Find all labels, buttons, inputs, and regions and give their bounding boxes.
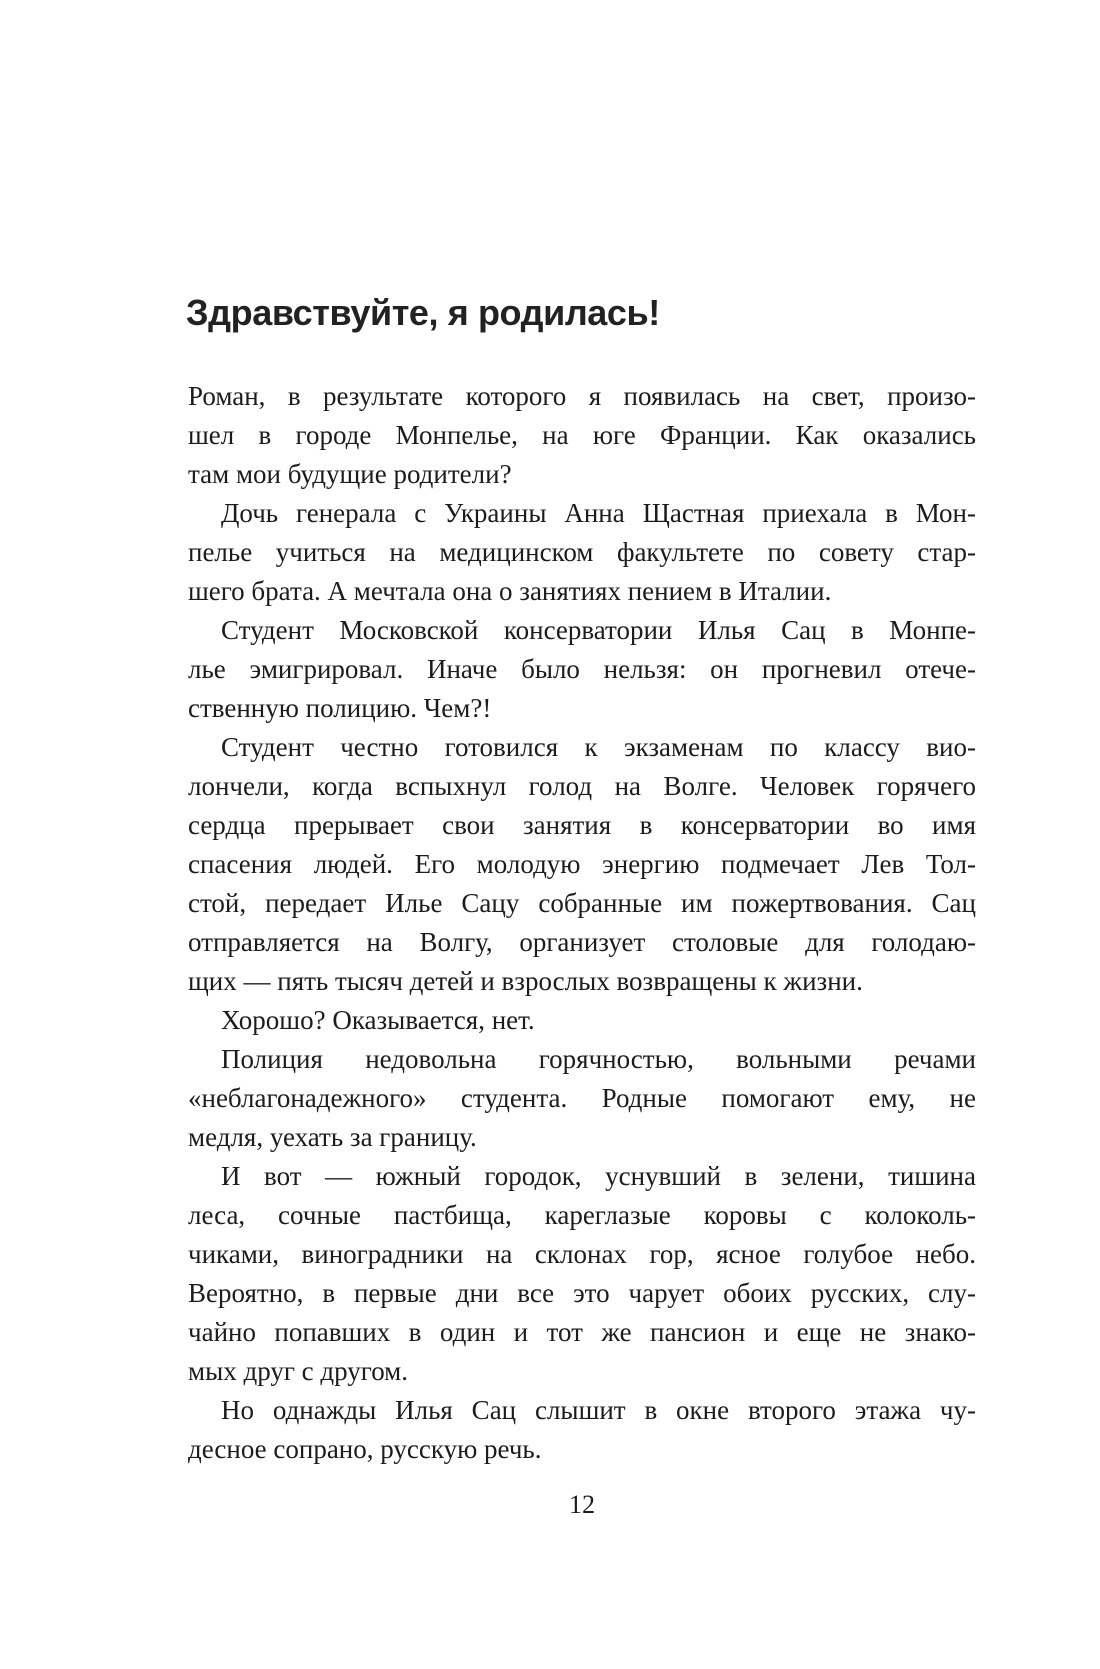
text-line: отправляется на Волгу, организует столовые для голодаю- <box>188 927 976 957</box>
text-line: «неблагонадежного» студента. Родные помогают ему, не <box>188 1083 976 1113</box>
page-number: 12 <box>569 1490 595 1519</box>
text-line: И вот — южный городок, уснувший в зелени, тишина <box>221 1161 976 1191</box>
text-line: Вероятно, в первые дни все это чарует обоих русских, слу- <box>188 1278 976 1308</box>
text-line: Полиция недовольна горячностью, вольными речами <box>221 1044 976 1074</box>
text-line: сердца прерывает свои занятия в консерватории во имя <box>188 810 976 840</box>
text-line: шел в городе Монпелье, на юге Франции. Как оказались <box>188 420 976 450</box>
text-line: спасения людей. Его молодую энергию подмечает Лев Тол- <box>188 849 976 879</box>
text-line: шего брата. А мечтала она о занятиях пением в Италии. <box>188 576 832 606</box>
text-line: десное сопрано, русскую речь. <box>188 1434 542 1464</box>
text-line: медля, уехать за границу. <box>188 1122 477 1152</box>
text-line: чайно попавших в один и тот же пансион и еще не знако- <box>188 1317 976 1347</box>
text-line: щих — пять тысяч детей и взрослых возвращены к жизни. <box>188 966 863 996</box>
text-line: лончели, когда вспыхнул голод на Волге. Человек горячего <box>188 771 976 801</box>
text-line: Студент Московской консерватории Илья Сац в Монпе- <box>221 615 976 645</box>
text-line: Роман, в результате которого я появилась на свет, произо- <box>188 381 976 411</box>
text-line: Но однажды Илья Сац слышит в окне второго этажа чу- <box>221 1395 976 1425</box>
text-line: мых друг с другом. <box>188 1356 409 1386</box>
text-block <box>188 377 976 1469</box>
text-line: стой, передает Илье Сацу собранные им пожертвования. Сац <box>188 888 976 918</box>
text-line: чиками, виноградники на склонах гор, ясное голубое небо. <box>188 1239 976 1269</box>
text-line: ственную полицию. Чем?! <box>188 693 492 723</box>
text-line: леса, сочные пастбища, кареглазые коровы с колоколь- <box>188 1200 976 1230</box>
text-line: там мои будущие родители? <box>188 459 512 489</box>
text-line: Хорошо? Оказывается, нет. <box>221 1005 535 1035</box>
text-line: пелье учиться на медицинском факультете по совету стар- <box>188 537 976 567</box>
text-line: Студент честно готовился к экзаменам по классу вио- <box>221 732 976 762</box>
text-line: лье эмигрировал. Иначе было нельзя: он прогневил отече- <box>188 654 976 684</box>
text-line: Дочь генерала с Украины Анна Щастная приехала в Мон- <box>221 498 976 528</box>
chapter-title: Здравствуйте, я родилась! <box>186 292 660 333</box>
